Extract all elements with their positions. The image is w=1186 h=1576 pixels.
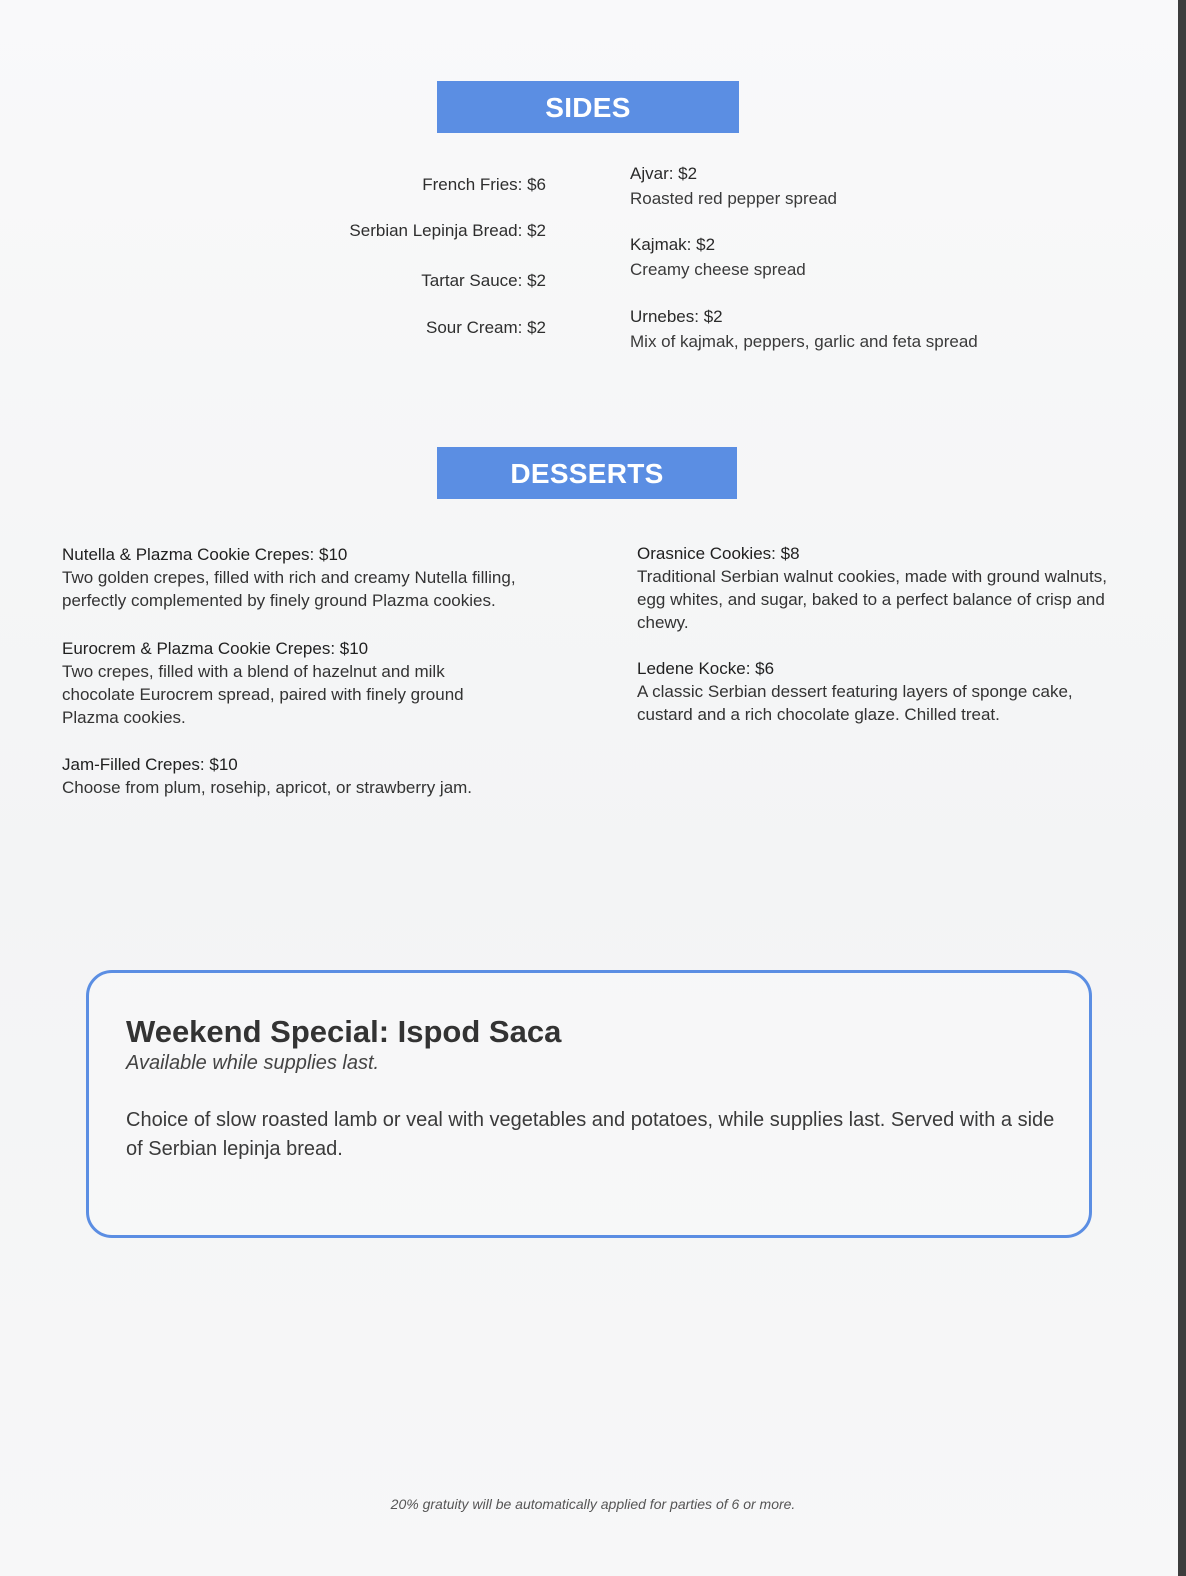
special-title: Weekend Special: Ispod Saca (126, 1014, 562, 1049)
dessert-item-desc: Two golden crepes, filled with rich and creamy Nutella filling, perfectly complemented by finely ground Plazma cookies. (62, 568, 516, 610)
dessert-item-title: Nutella & Plazma Cookie Crepes: $10 (62, 545, 348, 564)
dessert-item-desc: A classic Serbian dessert featuring layers of sponge cake, custard and a rich chocolate glaze. Chilled treat. (637, 682, 1073, 724)
side-item-kajmak (630, 232, 806, 282)
side-item-desc: Roasted red pepper spread (630, 189, 837, 208)
dessert-item-desc: Traditional Serbian walnut cookies, made with ground walnuts, egg whites, and sugar, baked to a perfect balance of crisp and chewy. (637, 567, 1107, 632)
dessert-item-desc: Two crepes, filled with a blend of hazelnut and milk chocolate Eurocrem spread, paired with finely ground Plazma cookies. (62, 662, 464, 727)
dessert-item-ledene-kocke (637, 657, 1107, 726)
side-item-sour-cream: Sour Cream: $2 (426, 318, 546, 337)
side-item-title: Urnebes: $2 (630, 307, 723, 326)
dessert-item-title: Ledene Kocke: $6 (637, 659, 775, 678)
side-item-french-fries: French Fries: $6 (422, 175, 546, 194)
dessert-item-eurocrem-crepes (62, 637, 502, 729)
side-item-title: Kajmak: $2 (630, 235, 716, 254)
dessert-item-title: Eurocrem & Plazma Cookie Crepes: $10 (62, 639, 369, 658)
dessert-item-nutella-crepes (62, 543, 562, 612)
special-subtitle: Available while supplies last. (126, 1052, 380, 1074)
side-item-title: Ajvar: $2 (630, 164, 698, 183)
dessert-item-title: Jam-Filled Crepes: $10 (62, 755, 238, 774)
sides-header: SIDES (437, 81, 739, 133)
side-item-tartar-sauce: Tartar Sauce: $2 (421, 271, 546, 290)
side-item-desc: Mix of kajmak, peppers, garlic and feta spread (630, 332, 978, 351)
page-edge (1178, 0, 1186, 1576)
side-item-urnebes (630, 304, 978, 354)
dessert-item-title: Orasnice Cookies: $8 (637, 544, 800, 563)
special-desc: Choice of slow roasted lamb or veal with vegetables and potatoes, while supplies last. Served with a side of Serbian lepinja bread. (126, 1109, 1055, 1160)
gratuity-note: 20% gratuity will be automatically applied for parties of 6 or more. (390, 1496, 796, 1512)
weekend-special-box (86, 970, 1092, 1238)
dessert-item-orasnice-cookies (637, 542, 1127, 634)
desserts-header: DESSERTS (437, 447, 737, 499)
side-item-lepinja-bread: Serbian Lepinja Bread: $2 (349, 221, 546, 240)
dessert-item-jam-crepes (62, 753, 562, 799)
side-item-ajvar (630, 161, 837, 211)
dessert-item-desc: Choose from plum, rosehip, apricot, or strawberry jam. (62, 778, 473, 797)
side-item-desc: Creamy cheese spread (630, 260, 806, 279)
